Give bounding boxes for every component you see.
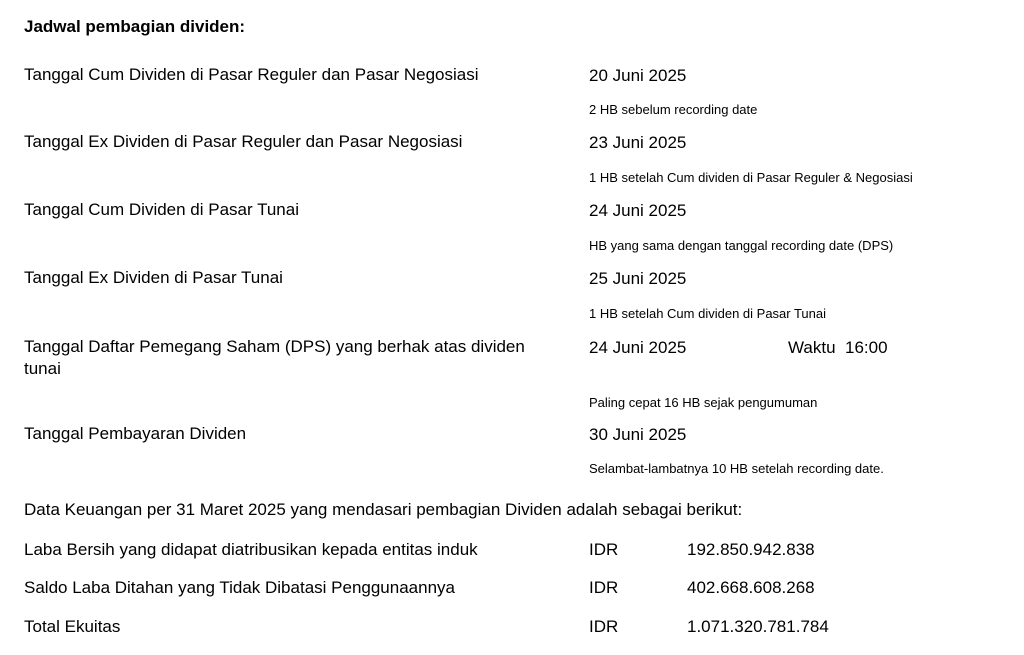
schedule-date-ex-reguler: 23 Juni 2025 <box>589 133 687 152</box>
schedule-date-pembayaran: 30 Juni 2025 <box>589 425 687 444</box>
schedule-label-pembayaran: Tanggal Pembayaran Dividen <box>24 424 247 443</box>
financial-label-total-ekuitas: Total Ekuitas <box>24 617 121 636</box>
schedule-note-ex-tunai: 1 HB setelah Cum dividen di Pasar Tunai <box>589 306 827 321</box>
financial-currency-total-ekuitas: IDR <box>589 617 619 636</box>
schedule-note-cum-tunai: HB yang sama dengan tanggal recording date (DPS) <box>589 238 894 253</box>
financial-currency-laba-bersih: IDR <box>589 540 619 559</box>
schedule-label-ex-tunai: Tanggal Ex Dividen di Pasar Tunai <box>24 268 283 287</box>
financial-value-laba-bersih: 192.850.942.838 <box>687 540 815 559</box>
schedule-heading: Jadwal pembagian dividen: <box>24 17 246 36</box>
financial-value-saldo-laba: 402.668.608.268 <box>687 578 815 597</box>
financial-intro: Data Keuangan per 31 Maret 2025 yang mendasari pembagian Dividen adalah sebagai berikut: <box>24 500 743 519</box>
schedule-note-ex-reguler: 1 HB setelah Cum dividen di Pasar Reguler & Negosiasi <box>589 170 913 185</box>
financial-label-laba-bersih: Laba Bersih yang didapat diatribusikan kepada entitas induk <box>24 540 478 559</box>
schedule-date-ex-tunai: 25 Juni 2025 <box>589 269 687 288</box>
financial-label-saldo-laba: Saldo Laba Ditahan yang Tidak Dibatasi Penggunaannya <box>24 578 455 597</box>
schedule-date-cum-tunai: 24 Juni 2025 <box>589 201 687 220</box>
schedule-label-ex-reguler: Tanggal Ex Dividen di Pasar Reguler dan Pasar Negosiasi <box>24 132 463 151</box>
schedule-note-pembayaran: Selambat-lambatnya 10 HB setelah recording date. <box>589 461 884 476</box>
schedule-label-dps: Tanggal Daftar Pemegang Saham (DPS) yang berhak atas dividen tunai <box>24 337 525 378</box>
schedule-waktu-dps: Waktu 16:00 <box>788 338 888 357</box>
schedule-note-cum-reguler: 2 HB sebelum recording date <box>589 102 758 117</box>
schedule-label-cum-reguler: Tanggal Cum Dividen di Pasar Reguler dan Pasar Negosiasi <box>24 65 479 84</box>
schedule-date-cum-reguler: 20 Juni 2025 <box>589 66 687 85</box>
financial-value-total-ekuitas: 1.071.320.781.784 <box>687 617 829 636</box>
schedule-note-dps: Paling cepat 16 HB sejak pengumuman <box>589 395 818 410</box>
schedule-label-cum-tunai: Tanggal Cum Dividen di Pasar Tunai <box>24 200 299 219</box>
financial-currency-saldo-laba: IDR <box>589 578 619 597</box>
schedule-date-dps: 24 Juni 2025 <box>589 338 687 357</box>
